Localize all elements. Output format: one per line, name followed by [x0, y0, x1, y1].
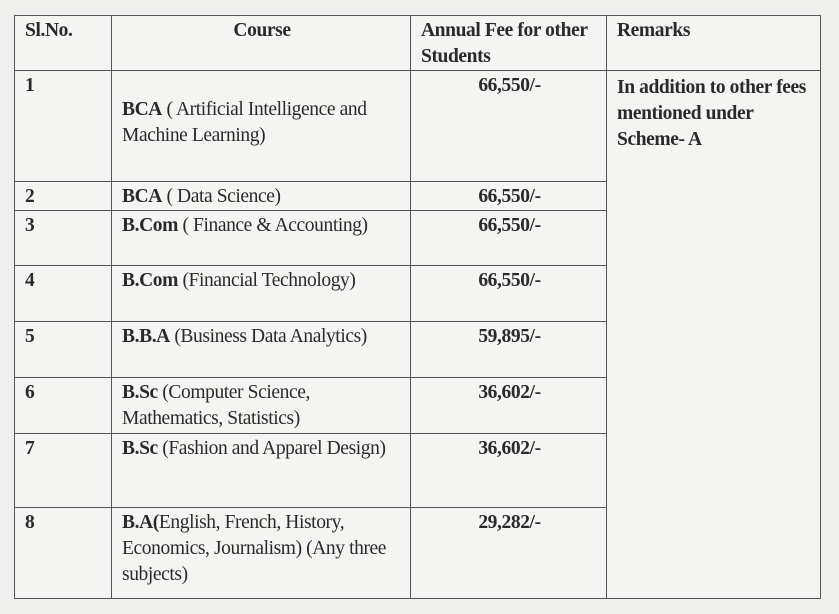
- course-name: B.Com: [122, 215, 178, 236]
- course-name: BCA: [122, 99, 162, 120]
- sl-no: 7: [15, 434, 112, 508]
- sl-no: 6: [15, 378, 112, 434]
- course: [112, 378, 411, 434]
- course-detail: (Financial Technology): [177, 270, 356, 291]
- header-remarks: Remarks: [607, 16, 821, 71]
- fee: 36,602/-: [411, 378, 607, 434]
- course: [112, 71, 411, 182]
- course: [112, 211, 411, 266]
- fee-table: [14, 15, 821, 599]
- fee: 66,550/-: [411, 266, 607, 322]
- sl-no: 5: [15, 322, 112, 378]
- course-detail: English, French, History, Economics, Journalism) (Any three subjects): [122, 512, 387, 585]
- course: [112, 508, 411, 599]
- sl-no: 8: [15, 508, 112, 599]
- course: [112, 434, 411, 508]
- course-detail: ( Finance & Accounting): [177, 215, 368, 236]
- header-course: Course: [112, 16, 411, 71]
- course-detail: (Computer Science, Mathematics, Statistics): [122, 382, 310, 429]
- sl-no: 3: [15, 211, 112, 266]
- course-detail: ( Data Science): [161, 186, 281, 207]
- course-name: B.Com: [122, 270, 178, 291]
- sl-no: 2: [15, 182, 112, 211]
- sl-no: 1: [15, 71, 112, 182]
- fee: 36,602/-: [411, 434, 607, 508]
- fee: 66,550/-: [411, 211, 607, 266]
- header-row: [15, 16, 821, 71]
- header-sl-no: Sl.No.: [15, 16, 112, 71]
- remarks: In addition to other fees mentioned under Scheme- A: [607, 71, 821, 599]
- course: [112, 182, 411, 211]
- course-name: B.B.A: [122, 326, 170, 347]
- table-row: [15, 71, 821, 182]
- header-fee: Annual Fee for other Students: [411, 16, 607, 71]
- course-name: B.Sc: [122, 438, 158, 459]
- course: [112, 322, 411, 378]
- course-name: B.Sc: [122, 382, 158, 403]
- course: [112, 266, 411, 322]
- course-name: B.A(: [122, 512, 159, 533]
- sl-no: 4: [15, 266, 112, 322]
- fee: 66,550/-: [411, 182, 607, 211]
- course-detail: ( Artificial Intelligence and Machine Learning): [122, 99, 367, 146]
- course-name: BCA: [122, 186, 162, 207]
- course-detail: (Business Data Analytics): [169, 326, 367, 347]
- fee: 66,550/-: [411, 71, 607, 182]
- course-detail: (Fashion and Apparel Design): [157, 438, 386, 459]
- fee: 59,895/-: [411, 322, 607, 378]
- fee: 29,282/-: [411, 508, 607, 599]
